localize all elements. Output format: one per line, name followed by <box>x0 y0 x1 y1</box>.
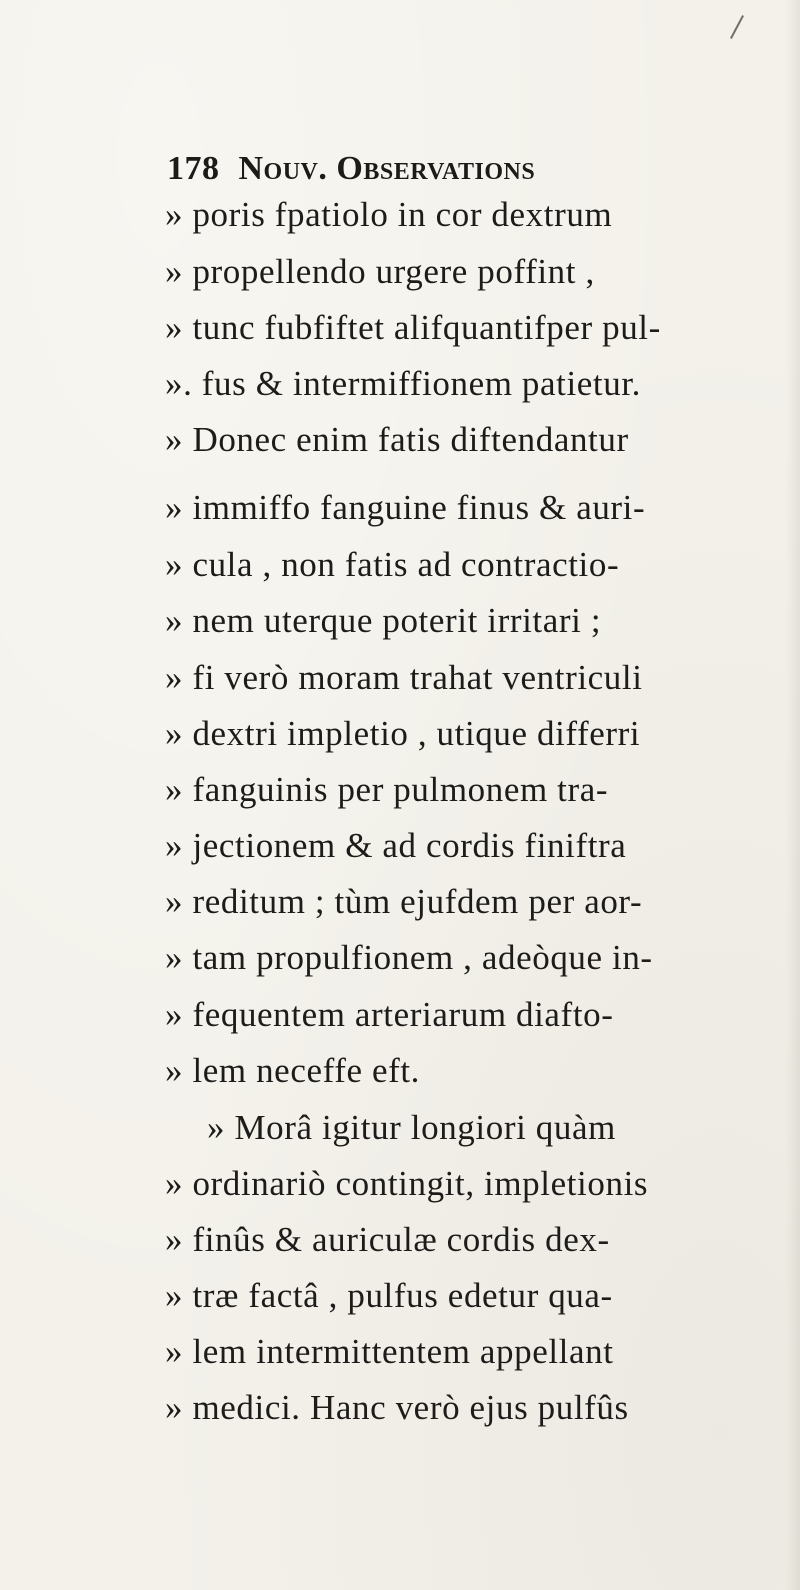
text-line: » immiffo fanguine finus & auri- <box>165 488 646 527</box>
running-title: Nouv. Observations <box>238 150 536 187</box>
text-line: » nem uterque poterit irritari ; <box>165 601 602 640</box>
text-line: » Donec enim fatis diftendantur <box>165 420 629 459</box>
text-line: » træ factâ , pulfus edetur qua- <box>165 1276 613 1315</box>
text-line: ». fus & intermiffionem patietur. <box>165 364 642 403</box>
text-line: » lem neceffe eft. <box>165 1051 421 1090</box>
text-line: » tunc fubfiftet alifquantifper pul- <box>165 308 661 347</box>
page-edge-shadow <box>786 0 800 1590</box>
text-line: » fi verò moram trahat ventriculi <box>165 658 643 697</box>
text-line: » dextri impletio , utique differri <box>165 714 641 753</box>
text-line: » cula , non fatis ad contractio- <box>165 545 620 584</box>
text-line: » medici. Hanc verò ejus pulfûs <box>165 1388 629 1427</box>
corner-mark <box>730 15 744 39</box>
text-line: » fanguinis per pulmonem tra- <box>165 770 609 809</box>
text-line: » ordinariò contingit, impletionis <box>165 1164 649 1203</box>
text-line: » reditum ; tùm ejufdem per aor- <box>165 882 643 921</box>
text-line: » poris fpatiolo in cor dextrum <box>165 195 613 234</box>
text-line: » finûs & auriculæ cordis dex- <box>165 1220 610 1259</box>
text-line: » tam propulfionem , adeòque in- <box>165 938 653 977</box>
text-line: » jectionem & ad cordis finiftra <box>165 826 627 865</box>
text-line: » Morâ igitur longiori quàm <box>207 1108 616 1147</box>
page-number: 178 <box>167 150 220 187</box>
text-line: » propellendo urgere poffint , <box>165 252 595 291</box>
text-line: » fequentem arteriarum diafto- <box>165 995 614 1034</box>
text-line: » lem intermittentem appellant <box>165 1332 614 1371</box>
running-header <box>167 150 535 188</box>
